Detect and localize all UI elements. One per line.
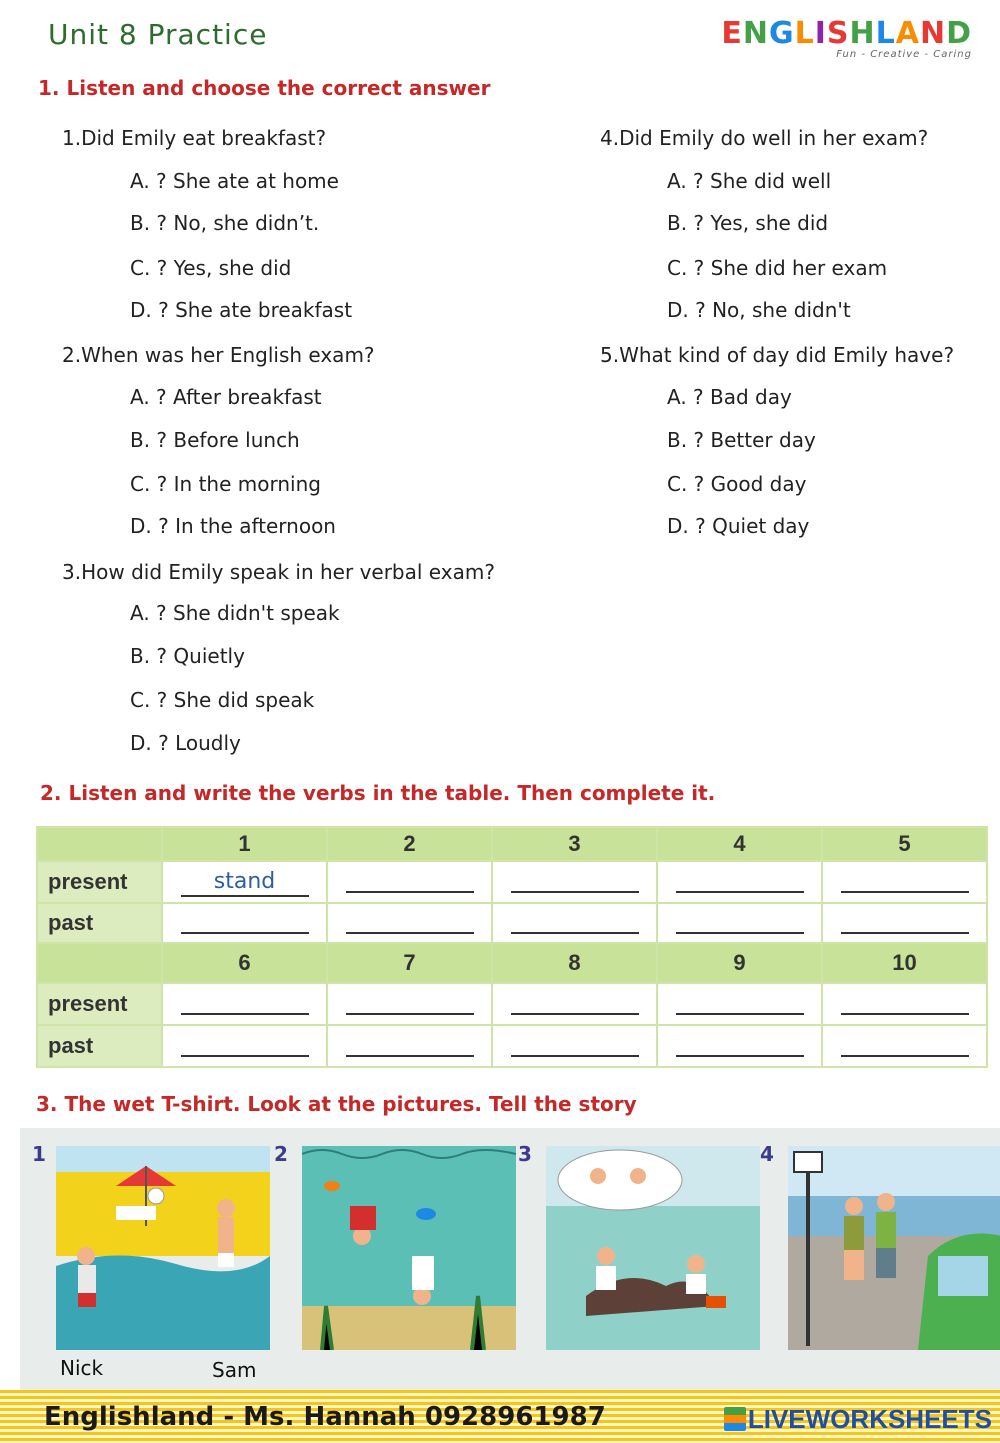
answer-past-4[interactable] (676, 906, 804, 934)
q1-option-b[interactable]: B. ? No, she didn’t. (130, 211, 320, 235)
story-picture-beach (56, 1146, 270, 1350)
q4-option-a[interactable]: A. ? She did well (667, 169, 832, 193)
question-4: 4.Did Emily do well in her exam? (600, 126, 929, 150)
q3-option-d[interactable]: D. ? Loudly (130, 731, 241, 755)
answer-past-2[interactable] (346, 906, 474, 934)
q3-option-b[interactable]: B. ? Quietly (130, 644, 245, 668)
rocks-scene-image (546, 1146, 760, 1350)
liveworksheets-label: LIVEWORKSHEETS (747, 1404, 992, 1434)
beach-scene-image (56, 1146, 270, 1350)
story-picture-underwater (302, 1146, 516, 1350)
answer-present-5[interactable] (841, 865, 969, 893)
q4-option-d[interactable]: D. ? No, she didn't (667, 298, 851, 322)
col-header-6: 6 (162, 943, 327, 983)
q3-option-c[interactable]: C. ? She did speak (130, 688, 315, 712)
row-label-past: past (37, 903, 162, 943)
answer-past-9[interactable] (676, 1029, 804, 1057)
row-label-past-2: past (37, 1025, 162, 1067)
answer-past-5[interactable] (841, 906, 969, 934)
answer-present-10[interactable] (841, 987, 969, 1015)
col-header-9: 9 (657, 943, 822, 983)
page-title: Unit 8 Practice (48, 18, 268, 51)
table-corner-bottom (37, 943, 162, 983)
answer-present-8[interactable] (511, 987, 639, 1015)
q1-option-c[interactable]: C. ? Yes, she did (130, 256, 292, 280)
answer-present-9[interactable] (676, 987, 804, 1015)
col-header-2: 2 (327, 827, 492, 861)
question-1: 1.Did Emily eat breakfast? (62, 126, 327, 150)
answer-past-10[interactable] (841, 1029, 969, 1057)
row-label-present-2: present (37, 983, 162, 1025)
q1-option-a[interactable]: A. ? She ate at home (130, 169, 339, 193)
q2-option-a[interactable]: A. ? After breakfast (130, 385, 322, 409)
answer-past-7[interactable] (346, 1029, 474, 1057)
col-header-5: 5 (822, 827, 987, 861)
liveworksheets-badge-icon (724, 1407, 746, 1431)
answer-present-2[interactable] (346, 865, 474, 893)
answer-present-4[interactable] (676, 865, 804, 893)
story-picture-rocks (546, 1146, 760, 1350)
picture-number-4: 4 (760, 1142, 774, 1166)
question-2: 2.When was her English exam? (62, 343, 375, 367)
col-header-7: 7 (327, 943, 492, 983)
liveworksheets-brand (724, 1404, 992, 1435)
verbs-table (36, 826, 988, 1068)
q5-option-c[interactable]: C. ? Good day (667, 472, 807, 496)
picture-number-2: 2 (274, 1142, 288, 1166)
q2-option-c[interactable]: C. ? In the morning (130, 472, 321, 496)
picture-number-1: 1 (32, 1142, 46, 1166)
label-nick: Nick (60, 1356, 104, 1380)
answer-present-1[interactable]: stand (181, 869, 309, 897)
logo-tagline: Fun - Creative - Caring (836, 49, 972, 60)
question-5: 5.What kind of day did Emily have? (600, 343, 955, 367)
col-header-8: 8 (492, 943, 657, 983)
q2-option-d[interactable]: D. ? In the afternoon (130, 514, 336, 538)
q2-option-b[interactable]: B. ? Before lunch (130, 428, 300, 452)
answer-past-1[interactable] (181, 906, 309, 934)
label-sam: Sam (212, 1358, 257, 1382)
story-picture-street (788, 1146, 1000, 1350)
answer-present-3[interactable] (511, 865, 639, 893)
answer-past-8[interactable] (511, 1029, 639, 1057)
picture-number-3: 3 (518, 1142, 532, 1166)
q1-option-d[interactable]: D. ? She ate breakfast (130, 298, 353, 322)
q5-option-a[interactable]: A. ? Bad day (667, 385, 792, 409)
col-header-3: 3 (492, 827, 657, 861)
q3-option-a[interactable]: A. ? She didn't speak (130, 601, 340, 625)
q5-option-b[interactable]: B. ? Better day (667, 428, 816, 452)
englishland-logo (721, 16, 972, 60)
question-3: 3.How did Emily speak in her verbal exam? (62, 560, 495, 584)
q4-option-c[interactable]: C. ? She did her exam (667, 256, 888, 280)
footer-credit: Englishland - Ms. Hannah 0928961987 (44, 1402, 606, 1432)
answer-past-3[interactable] (511, 906, 639, 934)
table-corner-top (37, 827, 162, 861)
q4-option-b[interactable]: B. ? Yes, she did (667, 211, 829, 235)
section3-heading: 3. The wet T-shirt. Look at the pictures. Tell the story (36, 1092, 637, 1116)
answer-present-7[interactable] (346, 987, 474, 1015)
answer-past-6[interactable] (181, 1029, 309, 1057)
col-header-1: 1 (162, 827, 327, 861)
section2-heading: 2. Listen and write the verbs in the table. Then complete it. (40, 781, 716, 805)
street-scene-image (788, 1146, 1000, 1350)
logo-wordmark: ENGLISHLAND (721, 16, 972, 51)
answer-present-6[interactable] (181, 987, 309, 1015)
section1-heading: 1. Listen and choose the correct answer (38, 76, 491, 100)
row-label-present: present (37, 861, 162, 903)
q5-option-d[interactable]: D. ? Quiet day (667, 514, 810, 538)
col-header-10: 10 (822, 943, 987, 983)
underwater-scene-image (302, 1146, 516, 1350)
col-header-4: 4 (657, 827, 822, 861)
